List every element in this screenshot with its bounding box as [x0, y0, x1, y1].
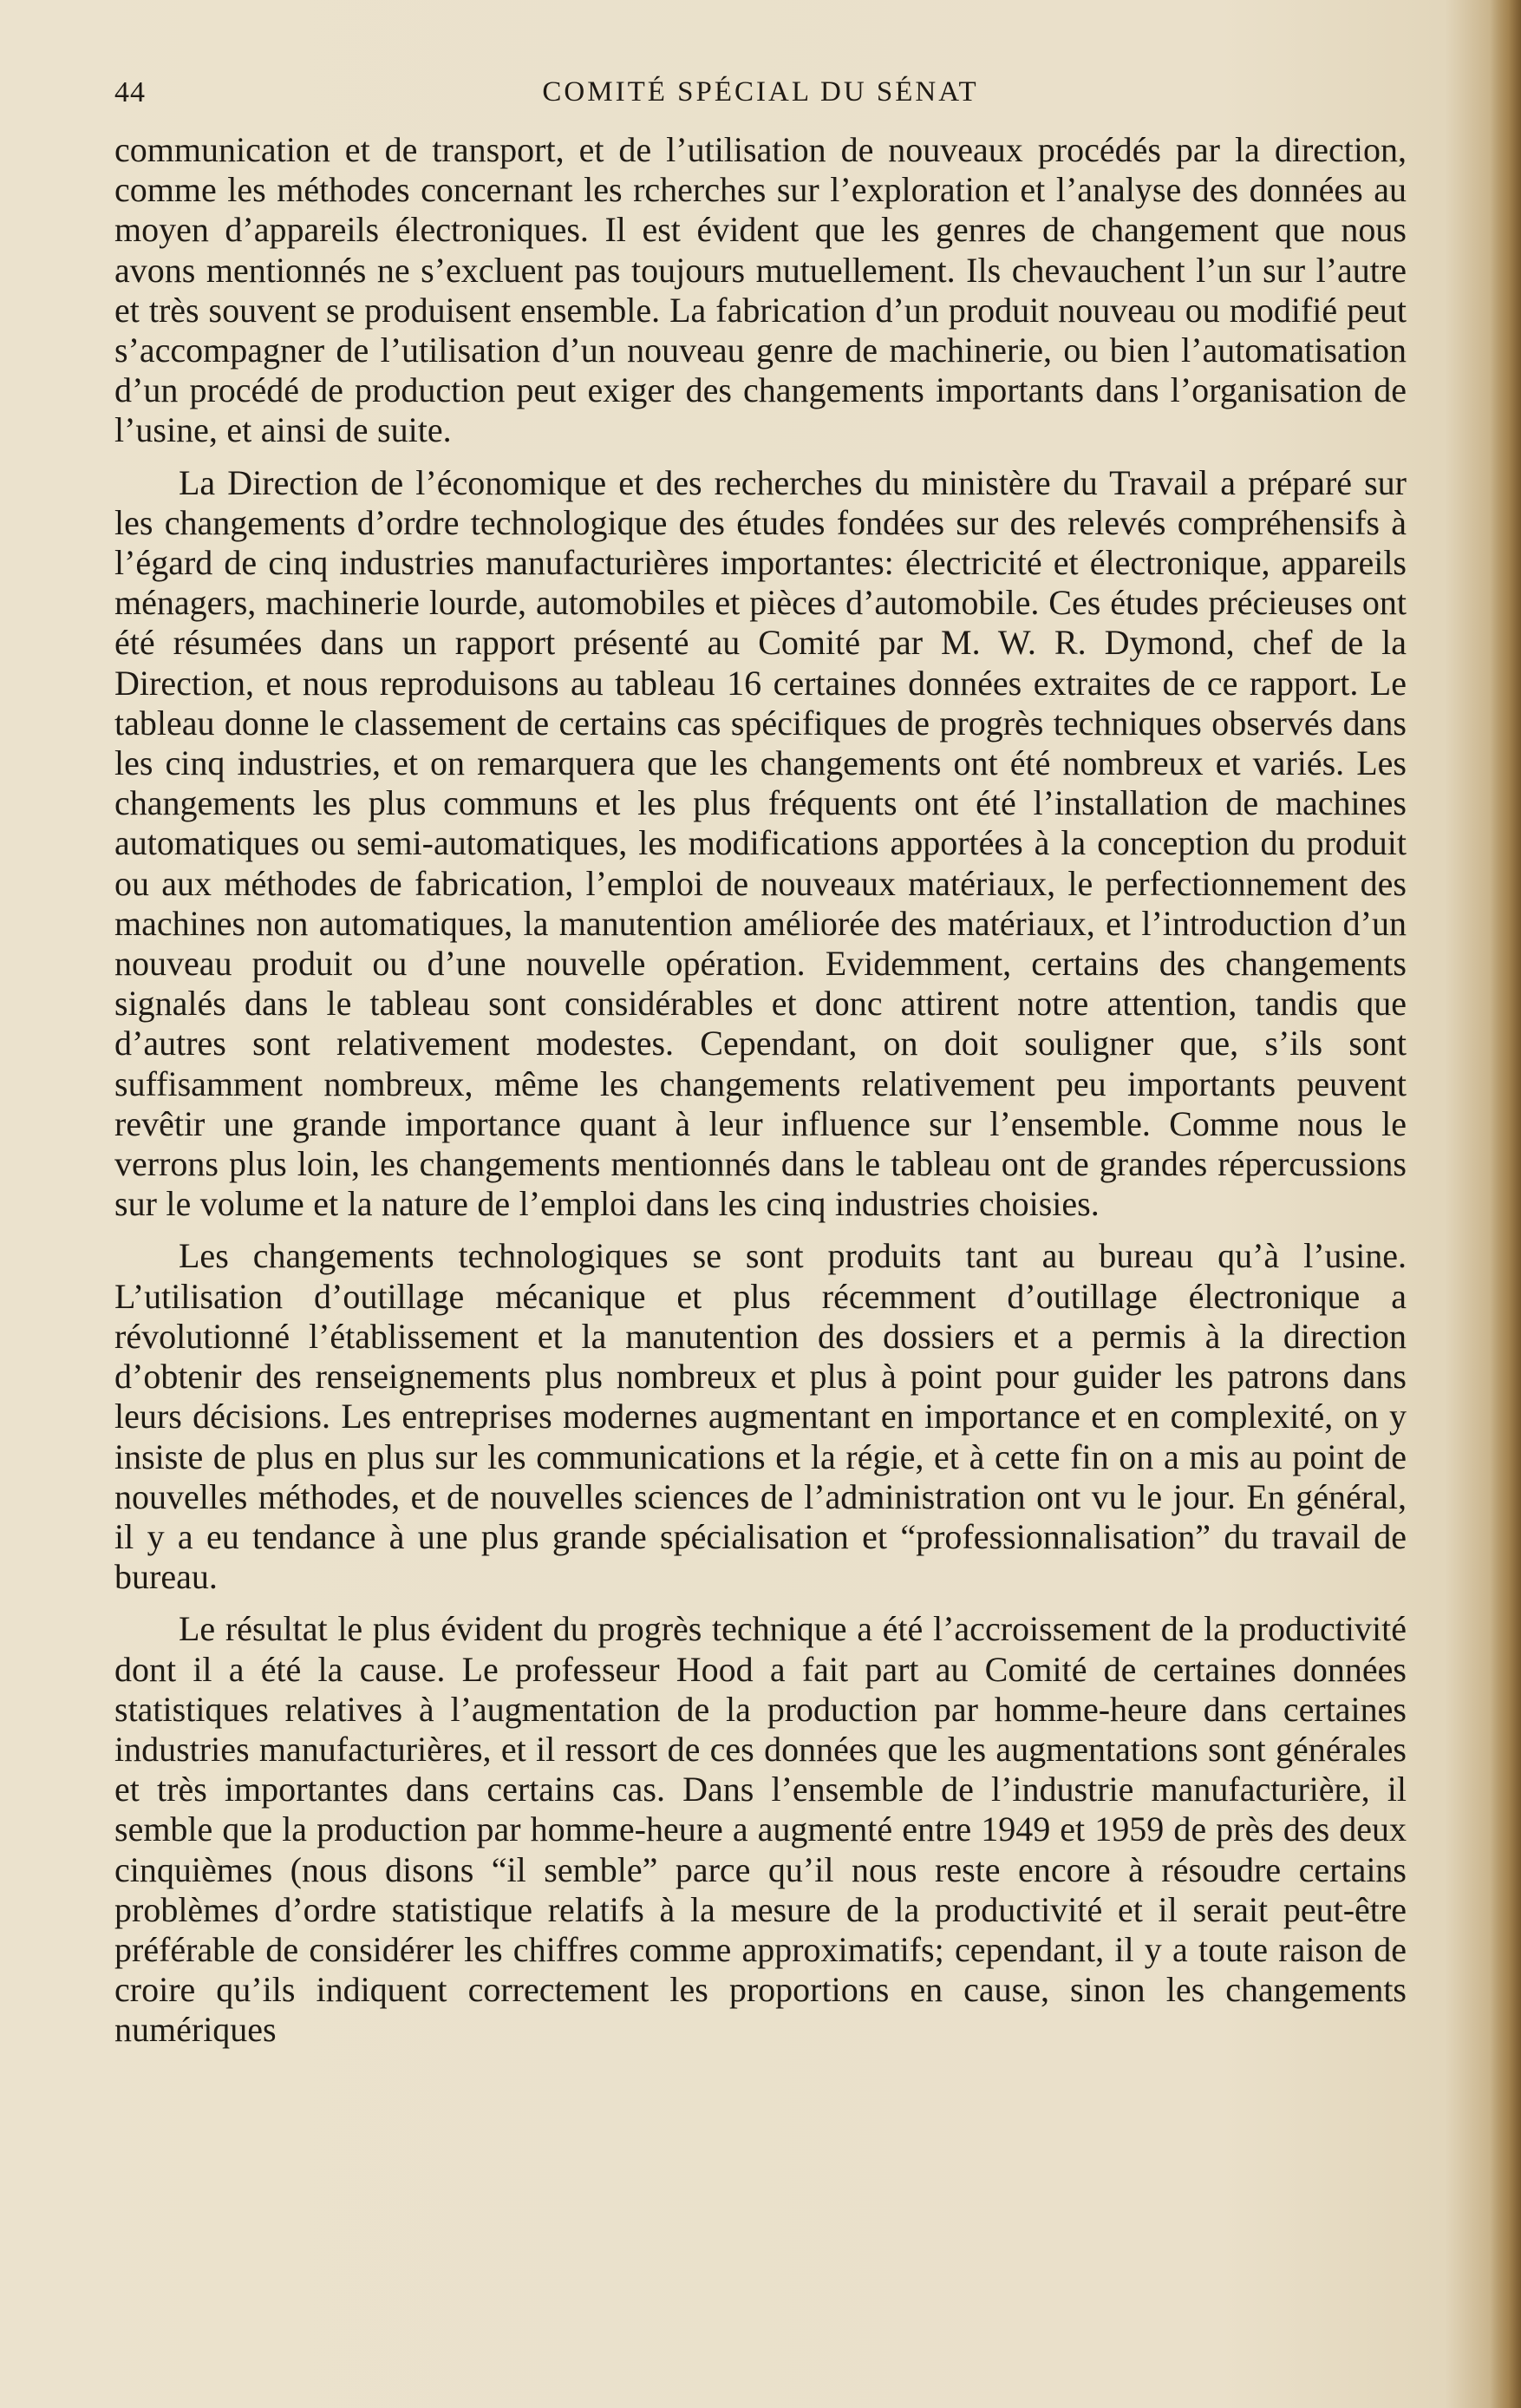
- book-spine-shadow: [1490, 0, 1521, 2408]
- paragraph: Les changements technologiques se sont produits tant au bureau qu’à l’usine. L’utilisation d’outillage mécanique et plus récemment d’outillage électronique a révolutionné l’établissement et la manutention des dossiers et a permis à la direction d’obtenir des renseignements plus nombreux et plus à point pour guider les patrons dans leurs décisions. Les entreprises modernes augmentant en importance et en complexité, on y insiste de plus en plus sur les communications et la régie, et à cette fin on a mis au point de nouvelles méthodes, et de nouvelles sciences de l’administration ont vu le jour. En général, il y a eu tendance à une plus grande spécialisation et “professionnalisation” du travail de bureau.: [114, 1236, 1407, 1597]
- paragraph: La Direction de l’économique et des recherches du ministère du Travail a préparé sur les changements d’ordre technologique des études fondées sur des relevés compréhensifs à l’égard de cinq industries manufacturières importantes: électricité et électronique, appareils ménagers, machinerie lourde, automobiles et pièces d’automobile. Ces études précieuses ont été résumées dans un rapport présenté au Comité par M. W. R. Dymond, chef de la Direction, et nous reproduisons au tableau 16 certaines données extraites de ce rapport. Le tableau donne le classement de certains cas spécifiques de progrès techniques observés dans les cinq industries, et on remarquera que les changements ont été nombreux et variés. Les changements les plus communs et les plus fréquents ont été l’installation de machines automatiques ou semi-automatiques, les modifications apportées à la conception du produit ou aux méthodes de fabrication, l’emploi de nouveaux matériaux, le perfectionnement des machines non automatiques, la manutention améliorée des matériaux, et l’introduction d’un nouveau produit ou d’une nouvelle opération. Evidemment, certains des changements signalés dans le tableau sont considérables et donc attirent notre attention, tandis que d’autres sont relativement modestes. Cependant, on doit souligner que, s’ils sont suffisamment nombreux, même les changements relativement peu importants peuvent revêtir une grande importance quant à leur influence sur l’ensemble. Comme nous le verrons plus loin, les changements mentionnés dans le tableau ont de grandes répercussions sur le volume et la nature de l’emploi dans les cinq industries choisies.: [114, 462, 1407, 1224]
- body-text: [114, 130, 1407, 2063]
- page-number: 44: [114, 76, 146, 108]
- page-header: [114, 76, 1407, 118]
- running-head: COMITÉ SPÉCIAL DU SÉNAT: [542, 76, 979, 108]
- paragraph-continued: communication et de transport, et de l’utilisation de nouveaux procédés par la direction, comme les méthodes concernant les rcherches sur l’exploration et l’analyse des données au moyen d’appareils électroniques. Il est évident que les genres de changement que nous avons mentionnés ne s’excluent pas toujours mutuellement. Ils chevauchent l’un sur l’autre et très souvent se produisent ensemble. La fabrication d’un produit nouveau ou modifié peut s’accompagner de l’utilisation d’un nouveau genre de machinerie, ou bien l’automatisation d’un procédé de production peut exiger des changements importants dans l’organisation de l’usine, et ainsi de suite.: [114, 130, 1407, 450]
- paragraph: Le résultat le plus évident du progrès technique a été l’accroissement de la productivité dont il a été la cause. Le professeur Hood a fait part au Comité de certaines données statistiques relatives à l’augmentation de la production par homme-heure dans certaines industries manufacturières, et il ressort de ces données que les augmentations sont générales et très importantes dans certains cas. Dans l’ensemble de l’industrie manufacturière, il semble que la production par homme-heure a augmenté entre 1949 et 1959 de près des deux cinquièmes (nous disons “il semble” parce qu’il nous reste encore à résoudre certains problèmes d’ordre statistique relatifs à la mesure de la productivité et il serait peut-être préférable de considérer les chiffres comme approximatifs; cependant, il y a toute raison de croire qu’ils indiquent correctement les proportions en cause, sinon les changements numériques: [114, 1609, 1407, 2050]
